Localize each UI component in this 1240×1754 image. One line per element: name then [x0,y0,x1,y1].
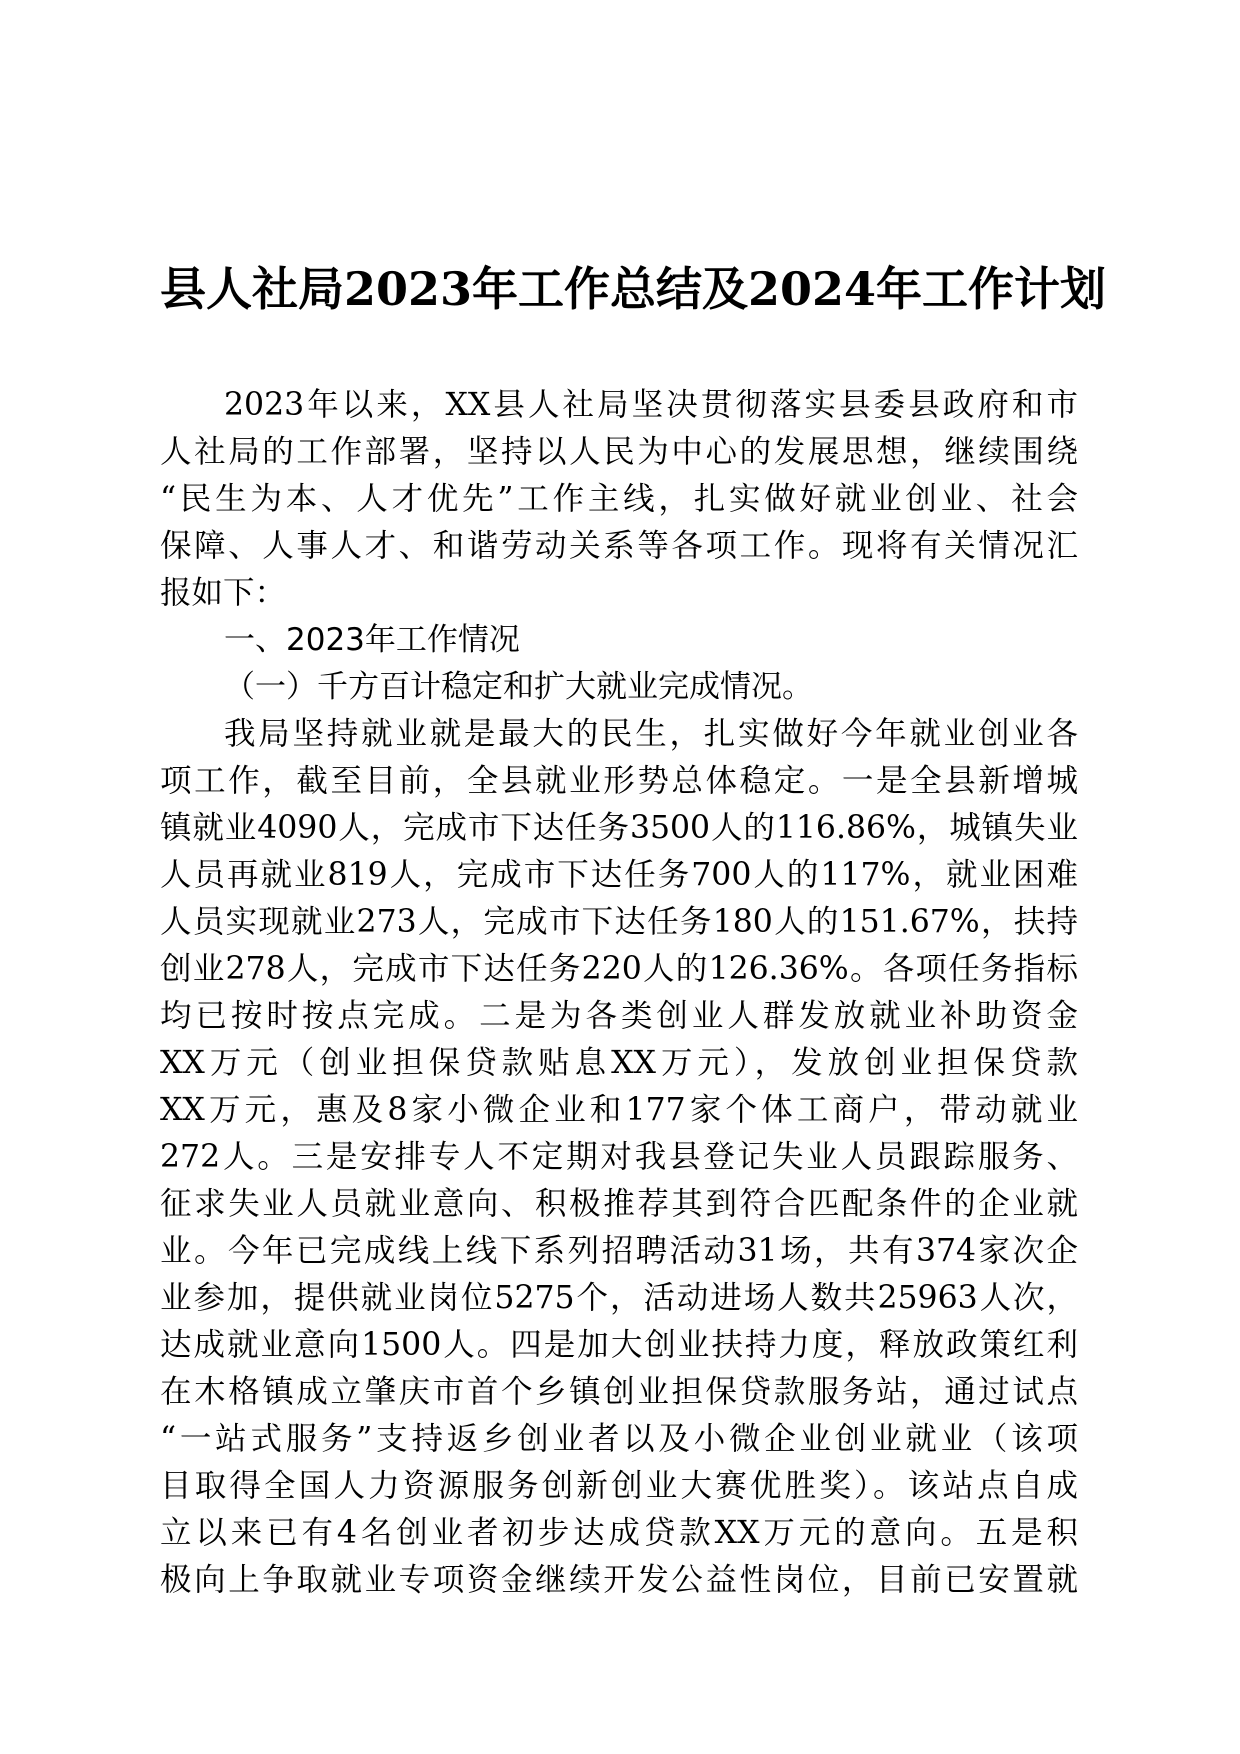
text-line: 2023年以来，XX县人社局坚决贯彻落实县委县政府和市 [224,387,1078,423]
document-title: 县人社局2023年工作总结及2024年工作计划 [160,261,1107,316]
text-line: “民生为本、人才优先”工作主线，扎实做好就业创业、社会 [160,481,1078,517]
text-line: XX万元，惠及8家小微企业和177家个体工商户，带动就业 [160,1092,1078,1128]
intro-paragraph [160,382,1078,617]
text-line: 报如下： [160,575,287,611]
text-line: 人社局的工作部署，坚持以人民为中心的发展思想，继续围绕 [160,434,1078,470]
text-line: XX万元（创业担保贷款贴息XX万元），发放创业担保贷款 [160,1045,1078,1081]
text-line: 镇就业4090人，完成市下达任务3500人的116.86%，城镇失业 [160,810,1078,846]
text-line: 在木格镇成立肇庆市首个乡镇创业担保贷款服务站，通过试点 [160,1374,1078,1410]
text-line: 人员再就业819人，完成市下达任务700人的117%，就业困难 [160,857,1078,893]
text-line: 均已按时按点完成。二是为各类创业人群发放就业补助资金 [160,998,1078,1034]
text-line: 业参加，提供就业岗位5275个，活动进场人数共25963人次， [160,1280,1078,1316]
text-line: 272人。三是安排专人不定期对我县登记失业人员跟踪服务、 [160,1139,1078,1175]
text-line: 征求失业人员就业意向、积极推荐其到符合匹配条件的企业就 [160,1186,1078,1222]
section-heading: 一、2023年工作情况 [224,622,520,658]
employment-paragraph [160,711,1078,1604]
text-line: 极向上争取就业专项资金继续开发公益性岗位，目前已安置就 [160,1562,1078,1598]
text-line: 达成就业意向1500人。四是加大创业扶持力度，释放政策红利 [160,1327,1078,1363]
text-line: 保障、人事人才、和谐劳动关系等各项工作。现将有关情况汇 [160,528,1078,564]
text-line: 立以来已有4名创业者初步达成贷款XX万元的意向。五是积 [160,1515,1078,1551]
text-line: 目取得全国人力资源服务创新创业大赛优胜奖）。该站点自成 [160,1468,1078,1504]
document-body [160,382,1078,1604]
text-line: 人员实现就业273人，完成市下达任务180人的151.67%，扶持 [160,904,1078,940]
text-line: 业。今年已完成线上线下系列招聘活动31场，共有374家次企 [160,1233,1078,1269]
text-line: 创业278人，完成市下达任务220人的126.36%。各项任务指标 [160,951,1078,987]
text-line: 项工作，截至目前，全县就业形势总体稳定。一是全县新增城 [160,763,1078,799]
subsection-heading: （一）千方百计稳定和扩大就业完成情况。 [224,669,813,705]
text-line: “一站式服务”支持返乡创业者以及小微企业创业就业（该项 [160,1421,1078,1457]
text-line: 我局坚持就业就是最大的民生，扎实做好今年就业创业各 [224,716,1078,752]
